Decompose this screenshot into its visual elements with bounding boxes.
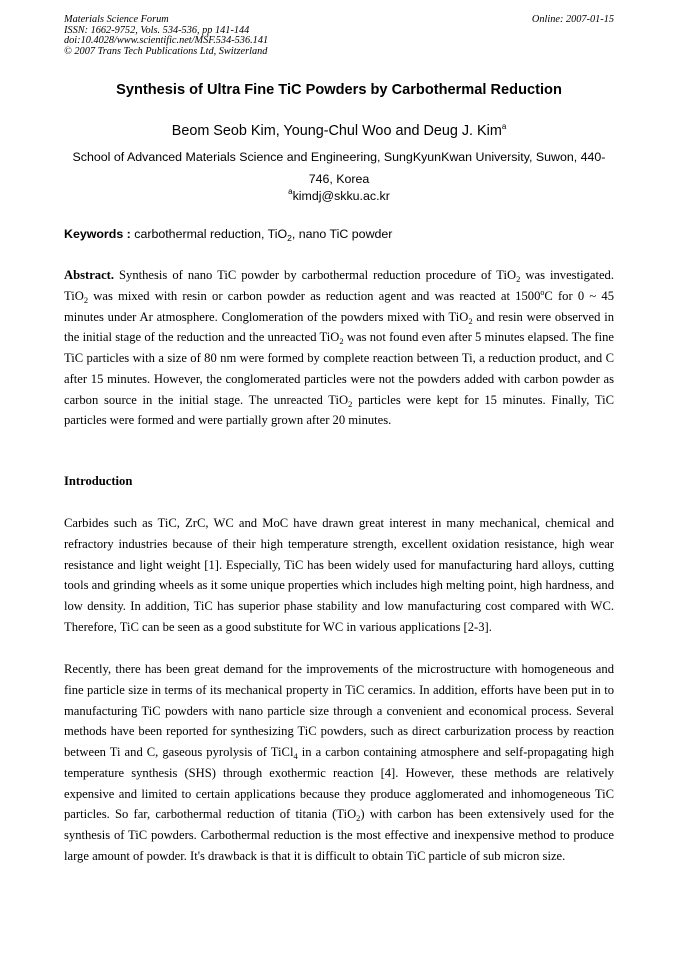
journal-name: Materials Science Forum: [64, 14, 169, 25]
abstract-text: and resin were observed in the initial stage of the reduction and the unreacted TiO: [64, 309, 614, 345]
abstract-text: was mixed with resin or carbon powder as reduction agent and was reacted at 1500: [88, 288, 541, 303]
subscript: 2: [516, 274, 521, 284]
issn-line: ISSN: 1662-9752, Vols. 534-536, pp 141-144: [64, 24, 250, 36]
paragraph-text: in a carbon containing atmosphere and self-propagating high temperature synthesis (SHS) through exothermic reaction [4]. However, these methods are relatively expensive and limited to certain applications because they produce agglomerated and inhomogeneous TiC particles. So far, carbothermal reduction of titania (TiO: [64, 745, 615, 822]
keywords-text-end: , nano TiC powder: [291, 227, 393, 241]
keywords: [64, 227, 616, 241]
subscript: 2: [356, 813, 361, 824]
author-affiliation-mark: a: [501, 122, 507, 131]
abstract-text: C for 0 ~ 45 minutes under Ar atmosphere. Conglomeration of the powders mixed with TiO: [64, 288, 614, 324]
online-date: Online: 2007-01-15: [531, 14, 614, 25]
paper-title: Synthesis of Ultra Fine TiC Powders by Carbothermal Reduction: [116, 82, 562, 98]
author-names: Beom Seob Kim, Young-Chul Woo and Deug J. Kim: [171, 123, 502, 139]
doi-line: doi:10.4028/www.scientific.net/MSF.534-536.141: [64, 35, 269, 47]
keywords-subscript: 2: [287, 233, 292, 243]
subscript: 2: [339, 336, 344, 347]
abstract-text: Synthesis of nano TiC powder by carbothermal reduction procedure of TiO: [119, 268, 517, 282]
subscript: 2: [468, 315, 473, 326]
keywords-label: Keywords :: [64, 227, 131, 241]
abstract: [64, 265, 614, 431]
introduction-paragraph-1: Carbides such as TiC, ZrC, WC and MoC have drawn great interest in many mechanical, chemical and refractory industries because of their high temperature strength, excellent oxidation resistance, high wear resistance and light weight [1]. Especially, TiC has been widely used for manufacturing hard alloys, cutting tools and grinding wheels as it some unique properties which includes high melting point, high hardness, and low density. In addition, TiC has superior phase stability and low manufacturing cost compared with WC. Therefore, TiC can be seen as a good substitute for WC in various applications [2-3].: [64, 516, 614, 634]
subscript: 2: [348, 398, 353, 409]
abstract-text: was not found even after 5 minutes elapsed. The fine TiC particles with a size of 80 nm were formed by complete reaction between Ti, a reduction product, and C after 15 minutes. However, the conglomerated particles were not the powders added with carbon powder as carbon source in the initial stage. The unreacted TiO: [64, 330, 615, 407]
journal-header: [64, 15, 614, 57]
subscript: 2: [83, 294, 89, 305]
abstract-text: was investigated. TiO: [64, 268, 614, 303]
paragraph-text: Recently, there has been great demand for the improvements of the microstructure with homogeneous and fine particle size in terms of its mechanical property in TiC ceramics. In addition, efforts have been put in to manufacturing TiC powders with nano particle size through a convenient and economical process. Several methods have been reported for synthesizing TiC powders, such as direct carburization process by reaction between Ti and C, gaseous pyrolysis of TiCl: [64, 662, 614, 759]
keywords-text: carbothermal reduction, TiO: [134, 227, 288, 241]
affiliation: School of Advanced Materials Science and Engineering, SungKyunKwan University, Suwon, 440-746, Korea: [72, 150, 606, 186]
author-email: [0, 187, 678, 203]
email-address: kimdj@skku.ac.kr: [292, 189, 390, 203]
introduction-paragraph-2: [64, 659, 614, 867]
subscript: 4: [293, 751, 298, 761]
copyright-line: © 2007 Trans Tech Publications Ltd, Switzerland: [64, 45, 268, 57]
paragraph-text: ) with carbon has been extensively used for the synthesis of TiC powders. Carbothermal reduction is the most effective and inexpensive method to produce large amount of powder. It's drawback is that it is difficult to obtain TiC particle of sub micron size.: [64, 807, 614, 863]
author-list: [0, 122, 678, 139]
introduction-heading: Introduction: [64, 474, 133, 488]
degree-superscript: o: [540, 287, 545, 297]
abstract-text: particles were kept for 15 minutes. Finally, TiC particles were formed and were partially grown after 20 minutes.: [64, 392, 614, 428]
email-mark: a: [288, 187, 293, 196]
abstract-label: Abstract.: [64, 268, 115, 282]
